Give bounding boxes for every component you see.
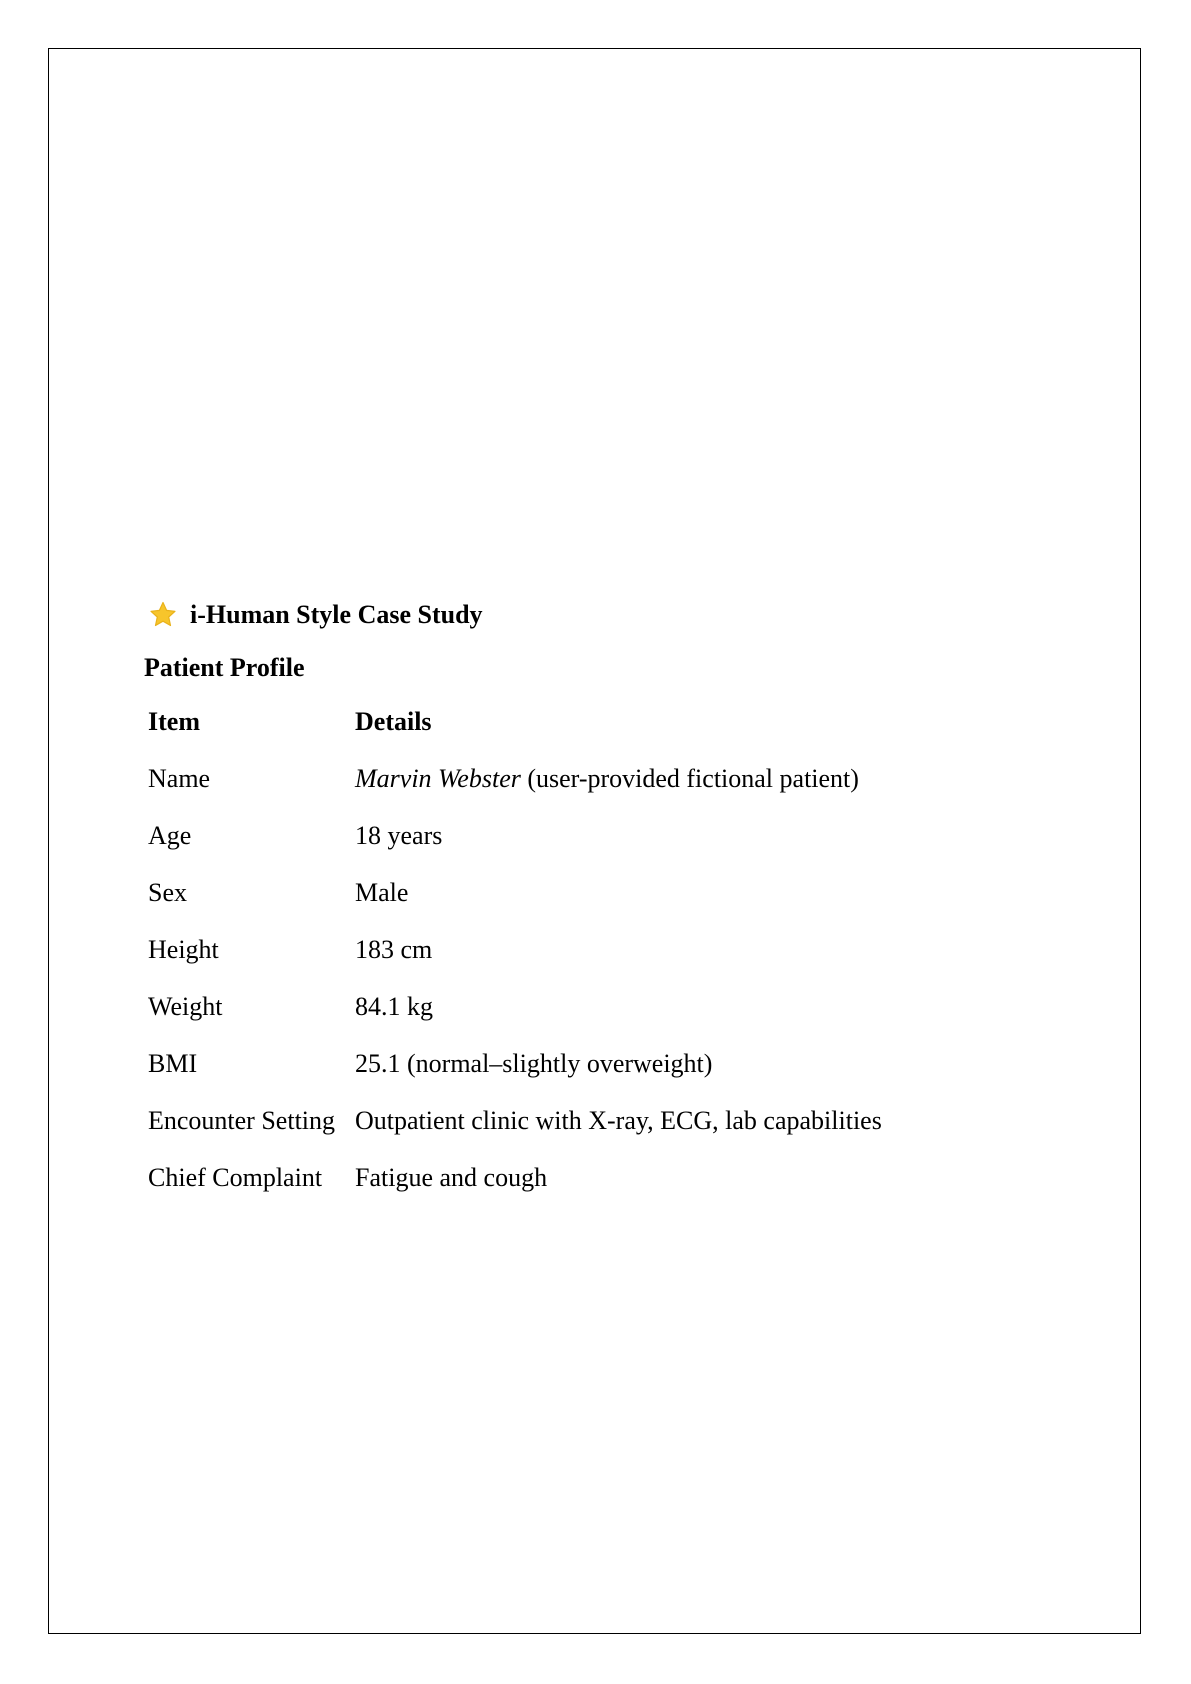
- case-study-heading: [148, 598, 483, 632]
- section-title: Patient Profile: [144, 653, 305, 682]
- header-item: Item: [148, 707, 200, 736]
- row-details: 84.1 kg: [355, 992, 433, 1021]
- patient-name-note: (user-provided fictional patient): [520, 764, 859, 793]
- table-row: [148, 762, 882, 819]
- patient-name: Marvin Webster: [355, 764, 521, 793]
- table-row: [148, 990, 882, 1047]
- header-details: Details: [355, 707, 432, 736]
- row-details: Outpatient clinic with X-ray, ECG, lab capabilities: [355, 1106, 882, 1135]
- heading-text: i-Human Style Case Study: [190, 600, 483, 629]
- row-details: 25.1 (normal–slightly overweight): [355, 1049, 713, 1078]
- row-details: Male: [355, 878, 409, 907]
- row-item: Height: [148, 935, 219, 964]
- row-item: Age: [148, 821, 192, 850]
- table-row: [148, 1104, 882, 1161]
- row-details: 18 years: [355, 821, 443, 850]
- table-row: [148, 876, 882, 933]
- table-row: [148, 1161, 882, 1218]
- row-item: Chief Complaint: [148, 1163, 323, 1192]
- row-item: Name: [148, 764, 211, 793]
- row-details: Fatigue and cough: [355, 1163, 548, 1192]
- row-item: Encounter Setting: [148, 1106, 336, 1135]
- star-icon: [148, 600, 178, 630]
- row-item: Weight: [148, 992, 223, 1021]
- table-row: [148, 819, 882, 876]
- row-item: Sex: [148, 878, 187, 907]
- table-header-row: [148, 705, 882, 762]
- row-item: BMI: [148, 1049, 198, 1078]
- patient-profile-table: [148, 705, 882, 1218]
- table-row: [148, 1047, 882, 1104]
- row-details: 183 cm: [355, 935, 433, 964]
- row-details: [355, 762, 882, 819]
- table-row: [148, 933, 882, 990]
